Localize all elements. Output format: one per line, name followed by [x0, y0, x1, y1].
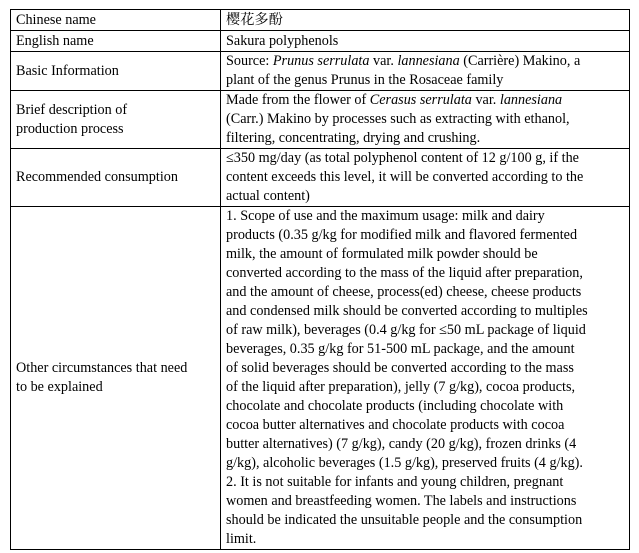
value-line: women and breastfeeding women. The labels and instructions	[226, 493, 577, 509]
table-row	[11, 10, 630, 31]
value-cell	[221, 52, 630, 91]
value-line: actual content)	[226, 188, 310, 204]
label-cell: Recommended consumption	[11, 149, 221, 207]
label-cell	[11, 91, 221, 149]
value-line: converted according to the mass of the liquid after preparation,	[226, 265, 583, 281]
value-cell	[221, 91, 630, 149]
value-text: var.	[471, 92, 500, 108]
value-cell: Sakura polyphenols	[221, 31, 630, 52]
label-line: to be explained	[16, 379, 103, 395]
label-cell: English name	[11, 31, 221, 52]
value-line: 2. It is not suitable for infants and young children, pregnant	[226, 474, 564, 490]
value-cell	[221, 149, 630, 207]
value-line: limit.	[226, 531, 257, 547]
value-line: products (0.35 g/kg for modified milk and flavored fermented	[226, 227, 578, 243]
value-line: of the liquid after preparation), jelly (7 g/kg), cocoa products,	[226, 379, 576, 395]
table-row	[11, 149, 630, 207]
value-line: and condensed milk should be converted according to multiples	[226, 303, 588, 319]
value-cell	[221, 207, 630, 550]
label-line: production process	[16, 120, 124, 137]
value-line: g/kg), alcoholic beverages (1.5 g/kg), preserved fruits (4 g/kg).	[226, 455, 583, 471]
value-line: plant of the genus Prunus in the Rosaceae family	[226, 72, 504, 88]
value-line: should be indicated the unsuitable people and the consumption	[226, 512, 583, 528]
value-line: filtering, concentrating, drying and crushing.	[226, 130, 481, 146]
value-line: 1. Scope of use and the maximum usage: milk and dairy	[226, 208, 545, 224]
value-line: content exceeds this level, it will be converted according to the	[226, 169, 584, 185]
species-name: Prunus serrulata	[272, 53, 370, 69]
spec-table	[10, 9, 630, 550]
table-row	[11, 31, 630, 52]
value-line: chocolate and chocolate products (including chocolate with	[226, 398, 564, 414]
value-text: var.	[369, 53, 398, 69]
species-name: Cerasus serrulata	[369, 92, 472, 108]
value-cell: 樱花多酚	[221, 10, 630, 31]
value-line: and the amount of cheese, process(ed) cheese, cheese products	[226, 284, 582, 300]
value-line: (Carr.) Makino by processes such as extracting with ethanol,	[226, 111, 570, 127]
label-cell: Chinese name	[11, 10, 221, 31]
label-cell	[11, 207, 221, 550]
label-line: Brief description of	[16, 101, 128, 118]
label-cell: Basic Information	[11, 52, 221, 91]
value-line: of solid beverages should be converted according to the mass	[226, 360, 574, 376]
value-line	[226, 91, 626, 110]
value-line: beverages, 0.35 g/kg for 51-500 mL package, and the amount	[226, 341, 575, 357]
value-text: Source:	[226, 53, 273, 69]
value-line	[226, 52, 626, 71]
table-row	[11, 52, 630, 91]
variety-name: lannesiana	[397, 53, 460, 69]
variety-name: lannesiana	[499, 92, 563, 108]
value-line: of raw milk), beverages (0.4 g/kg for ≤50 mL package of liquid	[226, 322, 586, 338]
value-line: cocoa butter alternatives and chocolate products with cocoa	[226, 417, 565, 433]
label-line: Other circumstances that need	[16, 360, 188, 376]
table-row	[11, 91, 630, 149]
table-row	[11, 207, 630, 550]
value-line: ≤350 mg/day (as total polyphenol content of 12 g/100 g, if the	[226, 150, 579, 166]
value-line: milk, the amount of formulated milk powder should be	[226, 246, 538, 262]
value-text: (Carrière) Makino, a	[459, 53, 581, 69]
value-text: Made from the flower of	[226, 92, 370, 108]
value-line: butter alternatives) (7 g/kg), candy (20 g/kg), frozen drinks (4	[226, 436, 577, 452]
